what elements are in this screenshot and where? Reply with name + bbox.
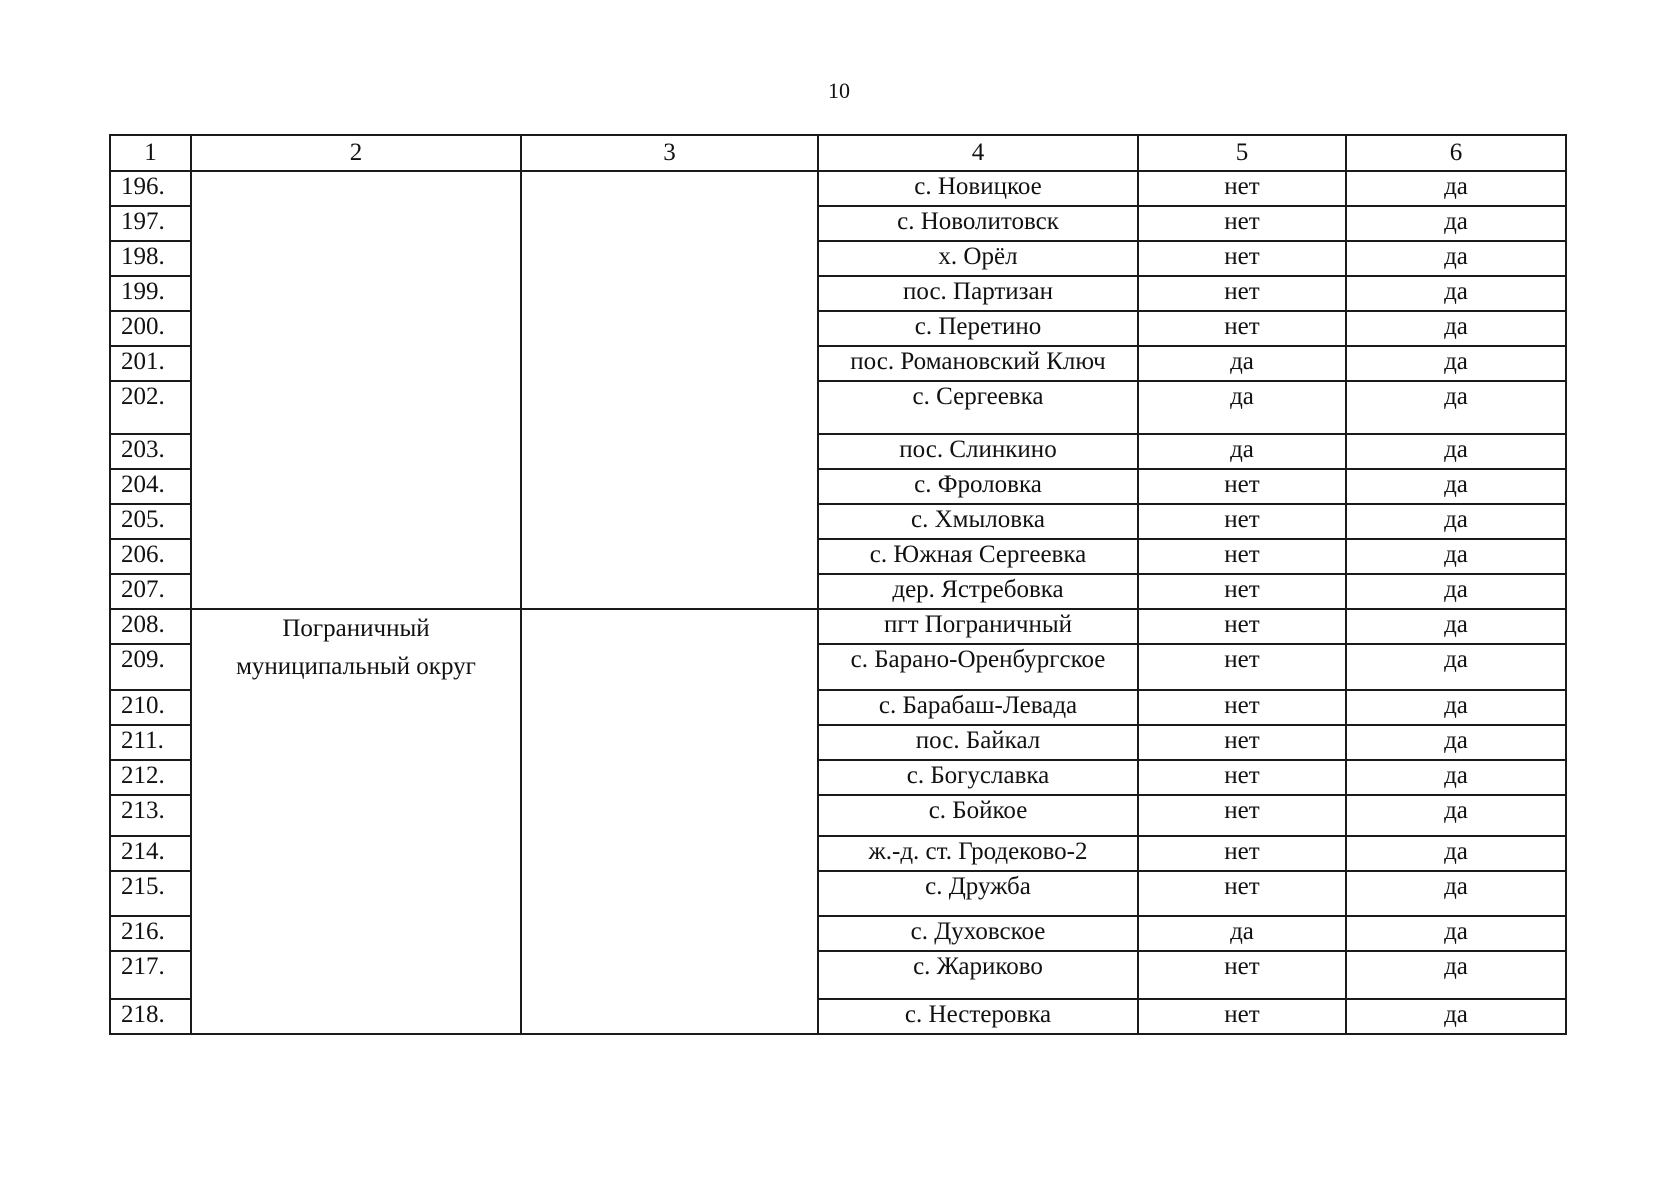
column-6-value: да <box>1346 171 1566 206</box>
column-6-value: да <box>1346 381 1566 434</box>
settlement-name: с. Барабаш-Левада <box>818 690 1138 725</box>
settlement-name: с. Южная Сергеевка <box>818 539 1138 574</box>
column-6-value: да <box>1346 690 1566 725</box>
column-5-value: нет <box>1138 276 1346 311</box>
column-5-value: нет <box>1138 574 1346 609</box>
row-number: 196. <box>110 171 191 206</box>
column-5-value: нет <box>1138 836 1346 871</box>
settlement-name: с. Фроловка <box>818 469 1138 504</box>
column-6-value: да <box>1346 434 1566 469</box>
settlement-name: с. Бойкое <box>818 795 1138 836</box>
settlement-name: с. Хмыловка <box>818 504 1138 539</box>
header-col-6: 6 <box>1346 135 1566 171</box>
column-3-cell <box>521 609 818 1034</box>
settlement-name: ж.-д. ст. Гродеково-2 <box>818 836 1138 871</box>
settlement-name: пос. Романовский Ключ <box>818 346 1138 381</box>
row-number: 200. <box>110 311 191 346</box>
column-6-value: да <box>1346 241 1566 276</box>
column-5-value: нет <box>1138 206 1346 241</box>
settlement-name: с. Дружба <box>818 871 1138 916</box>
column-6-value: да <box>1346 795 1566 836</box>
column-5-value: нет <box>1138 609 1346 644</box>
settlement-name: с. Новицкое <box>818 171 1138 206</box>
settlement-name: с. Новолитовск <box>818 206 1138 241</box>
column-6-value: да <box>1346 725 1566 760</box>
column-6-value: да <box>1346 469 1566 504</box>
row-number: 207. <box>110 574 191 609</box>
column-6-value: да <box>1346 916 1566 951</box>
row-number: 206. <box>110 539 191 574</box>
column-5-value: нет <box>1138 725 1346 760</box>
column-5-value: нет <box>1138 504 1346 539</box>
column-5-value: нет <box>1138 951 1346 999</box>
settlement-name: с. Богуславка <box>818 760 1138 795</box>
settlements-table <box>109 134 1567 1035</box>
row-number: 218. <box>110 999 191 1034</box>
row-number: 216. <box>110 916 191 951</box>
district-cell <box>191 171 521 609</box>
table-body <box>110 171 1566 1034</box>
column-5-value: нет <box>1138 690 1346 725</box>
header-col-4: 4 <box>818 135 1138 171</box>
settlement-name: с. Перетино <box>818 311 1138 346</box>
row-number: 211. <box>110 725 191 760</box>
row-number: 205. <box>110 504 191 539</box>
column-6-value: да <box>1346 504 1566 539</box>
row-number: 217. <box>110 951 191 999</box>
column-6-value: да <box>1346 206 1566 241</box>
column-5-value: нет <box>1138 644 1346 690</box>
column-6-value: да <box>1346 951 1566 999</box>
row-number: 198. <box>110 241 191 276</box>
row-number: 202. <box>110 381 191 434</box>
column-6-value: да <box>1346 760 1566 795</box>
column-6-value: да <box>1346 836 1566 871</box>
column-5-value: нет <box>1138 469 1346 504</box>
header-col-2: 2 <box>191 135 521 171</box>
row-number: 209. <box>110 644 191 690</box>
column-5-value: нет <box>1138 539 1346 574</box>
column-5-value: да <box>1138 381 1346 434</box>
row-number: 214. <box>110 836 191 871</box>
district-cell: Пограничный муниципальный округ <box>191 609 521 1034</box>
row-number: 208. <box>110 609 191 644</box>
table-row <box>110 171 1566 206</box>
column-6-value: да <box>1346 346 1566 381</box>
column-6-value: да <box>1346 871 1566 916</box>
header-col-3: 3 <box>521 135 818 171</box>
settlement-name: пос. Партизан <box>818 276 1138 311</box>
settlement-name: с. Нестеровка <box>818 999 1138 1034</box>
column-6-value: да <box>1346 644 1566 690</box>
header-col-1: 1 <box>110 135 191 171</box>
header-col-5: 5 <box>1138 135 1346 171</box>
column-5-value: нет <box>1138 171 1346 206</box>
column-6-value: да <box>1346 311 1566 346</box>
settlement-name: дер. Ястребовка <box>818 574 1138 609</box>
column-5-value: да <box>1138 346 1346 381</box>
column-5-value: нет <box>1138 311 1346 346</box>
row-number: 203. <box>110 434 191 469</box>
column-3-cell <box>521 171 818 609</box>
column-5-value: нет <box>1138 871 1346 916</box>
settlement-name: пос. Байкал <box>818 725 1138 760</box>
column-6-value: да <box>1346 609 1566 644</box>
column-6-value: да <box>1346 276 1566 311</box>
settlement-name: с. Духовское <box>818 916 1138 951</box>
row-number: 204. <box>110 469 191 504</box>
column-5-value: нет <box>1138 760 1346 795</box>
settlement-name: с. Барано-Оренбургское <box>818 644 1138 690</box>
row-number: 201. <box>110 346 191 381</box>
settlement-name: с. Сергеевка <box>818 381 1138 434</box>
row-number: 197. <box>110 206 191 241</box>
page-number: 10 <box>828 78 850 103</box>
row-number: 210. <box>110 690 191 725</box>
settlement-name: пос. Слинкино <box>818 434 1138 469</box>
settlement-name: х. Орёл <box>818 241 1138 276</box>
column-5-value: нет <box>1138 795 1346 836</box>
row-number: 213. <box>110 795 191 836</box>
table-row <box>110 609 1566 644</box>
column-6-value: да <box>1346 999 1566 1034</box>
column-5-value: нет <box>1138 999 1346 1034</box>
row-number: 212. <box>110 760 191 795</box>
settlement-name: с. Жариково <box>818 951 1138 999</box>
row-number: 199. <box>110 276 191 311</box>
column-6-value: да <box>1346 574 1566 609</box>
header-row <box>110 135 1566 171</box>
settlement-name: пгт Пограничный <box>818 609 1138 644</box>
column-6-value: да <box>1346 539 1566 574</box>
column-5-value: да <box>1138 434 1346 469</box>
column-5-value: да <box>1138 916 1346 951</box>
row-number: 215. <box>110 871 191 916</box>
column-5-value: нет <box>1138 241 1346 276</box>
